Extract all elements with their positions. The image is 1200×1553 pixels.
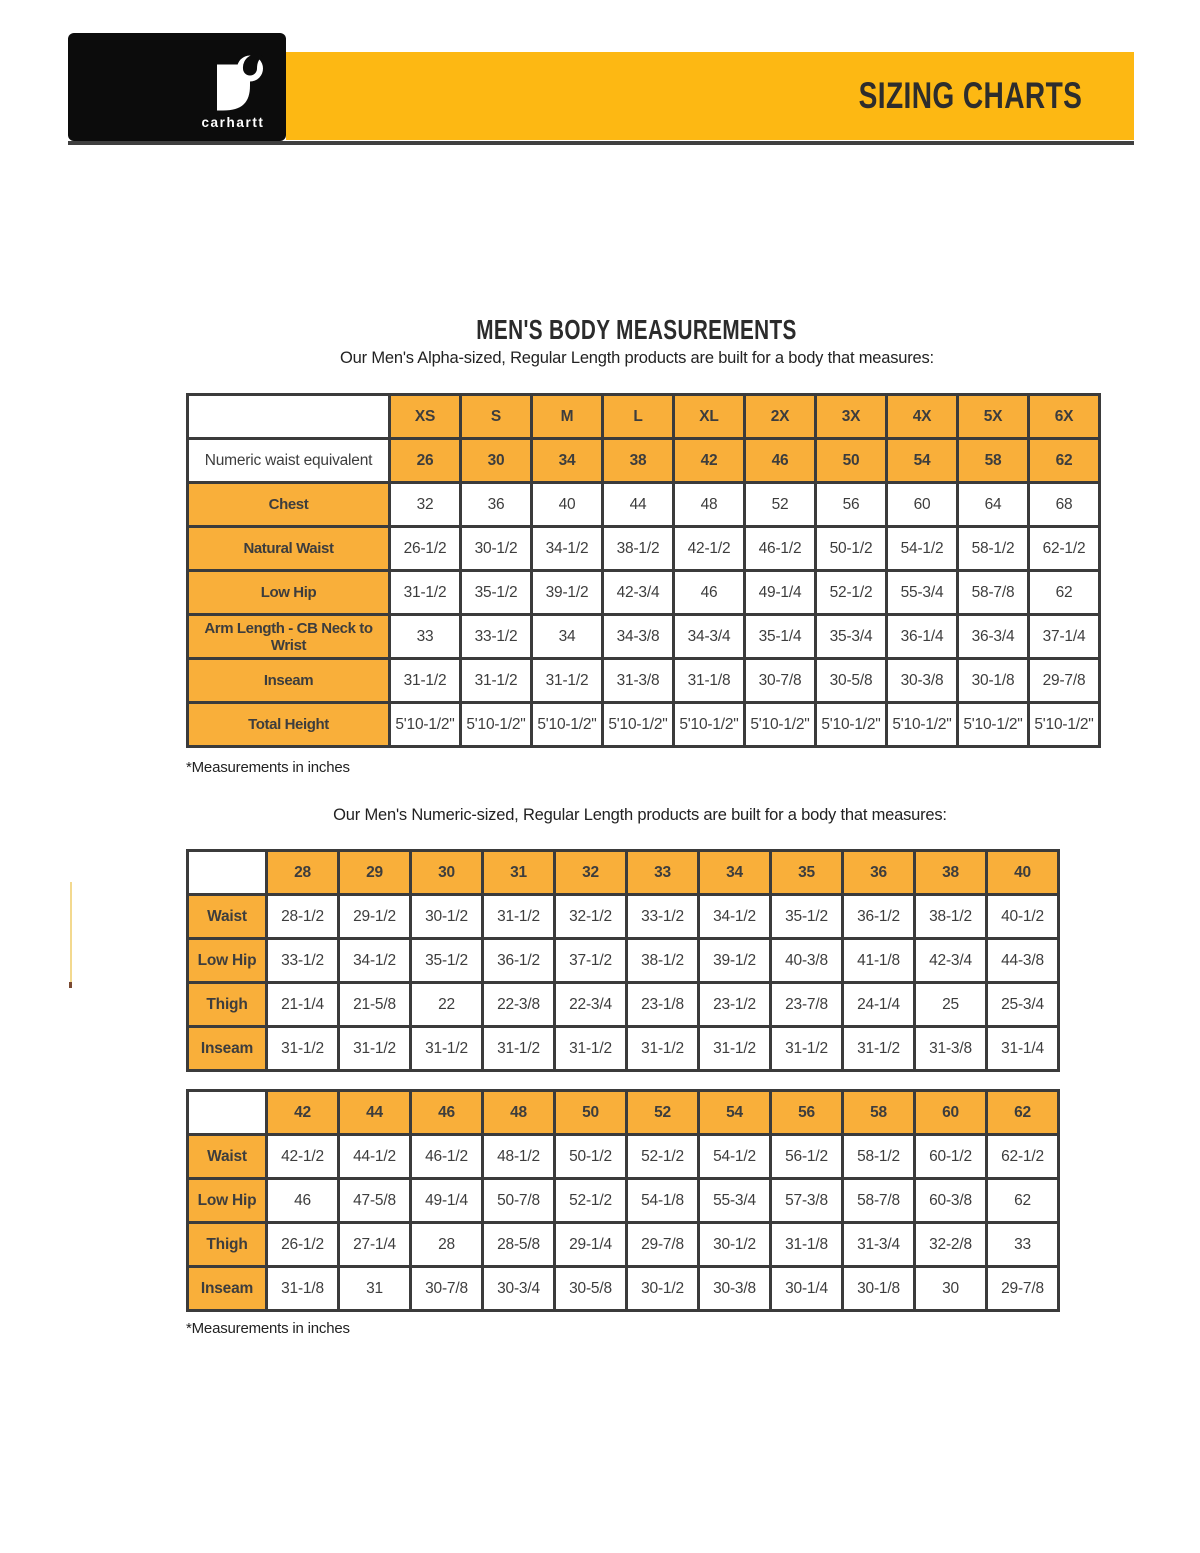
value-cell: 62 bbox=[1029, 439, 1100, 483]
value-cell: 36 bbox=[461, 483, 532, 527]
value-cell: 30-7/8 bbox=[411, 1267, 483, 1311]
value-cell: 40-3/8 bbox=[771, 939, 843, 983]
value-cell: 5'10-1/2" bbox=[532, 703, 603, 747]
size-header-cell: 30 bbox=[411, 851, 483, 895]
value-cell: 58-1/2 bbox=[843, 1135, 915, 1179]
carhartt-logo-box bbox=[68, 33, 286, 141]
value-cell: 29-1/2 bbox=[339, 895, 411, 939]
value-cell: 54-1/8 bbox=[627, 1179, 699, 1223]
sizing-table bbox=[186, 849, 1060, 1072]
value-cell: 50 bbox=[816, 439, 887, 483]
value-cell: 31-1/2 bbox=[461, 659, 532, 703]
size-header-cell: 4X bbox=[887, 395, 958, 439]
value-cell: 62 bbox=[1029, 571, 1100, 615]
carhartt-wordmark: carhartt bbox=[201, 115, 265, 130]
value-cell: 5'10-1/2" bbox=[958, 703, 1029, 747]
value-cell: 44-3/8 bbox=[987, 939, 1059, 983]
value-cell: 37-1/4 bbox=[1029, 615, 1100, 659]
value-cell: 31-1/2 bbox=[339, 1027, 411, 1071]
value-cell: 5'10-1/2" bbox=[461, 703, 532, 747]
size-header-cell: XS bbox=[390, 395, 461, 439]
size-header-cell: 35 bbox=[771, 851, 843, 895]
size-header-cell: M bbox=[532, 395, 603, 439]
value-cell: 38 bbox=[603, 439, 674, 483]
value-cell: 23-1/2 bbox=[699, 983, 771, 1027]
value-cell: 31-1/2 bbox=[627, 1027, 699, 1071]
value-cell: 52-1/2 bbox=[816, 571, 887, 615]
value-cell: 35-1/2 bbox=[461, 571, 532, 615]
value-cell: 36-1/2 bbox=[483, 939, 555, 983]
value-cell: 30-5/8 bbox=[555, 1267, 627, 1311]
value-cell: 48-1/2 bbox=[483, 1135, 555, 1179]
value-cell: 31-3/8 bbox=[603, 659, 674, 703]
row-label-cell: Low Hip bbox=[188, 571, 390, 615]
value-cell: 58 bbox=[958, 439, 1029, 483]
page-title: SIZING CHARTS bbox=[858, 75, 1082, 116]
value-cell: 33 bbox=[390, 615, 461, 659]
value-cell: 22-3/4 bbox=[555, 983, 627, 1027]
value-cell: 34 bbox=[532, 615, 603, 659]
value-cell: 62-1/2 bbox=[1029, 527, 1100, 571]
size-header-cell: 33 bbox=[627, 851, 699, 895]
value-cell: 30-1/8 bbox=[843, 1267, 915, 1311]
value-cell: 37-1/2 bbox=[555, 939, 627, 983]
value-cell: 31-1/4 bbox=[987, 1027, 1059, 1071]
value-cell: 57-3/8 bbox=[771, 1179, 843, 1223]
size-header-cell: 60 bbox=[915, 1091, 987, 1135]
value-cell: 55-3/4 bbox=[699, 1179, 771, 1223]
value-cell: 52 bbox=[745, 483, 816, 527]
size-header-cell: 6X bbox=[1029, 395, 1100, 439]
value-cell: 31-1/8 bbox=[267, 1267, 339, 1311]
value-cell: 58-7/8 bbox=[958, 571, 1029, 615]
value-cell: 5'10-1/2" bbox=[887, 703, 958, 747]
value-cell: 31-1/8 bbox=[674, 659, 745, 703]
row-label-cell: Low Hip bbox=[188, 1179, 267, 1223]
value-cell: 54 bbox=[887, 439, 958, 483]
value-cell: 62 bbox=[987, 1179, 1059, 1223]
value-cell: 5'10-1/2" bbox=[816, 703, 887, 747]
row-label-cell: Natural Waist bbox=[188, 527, 390, 571]
value-cell: 50-1/2 bbox=[816, 527, 887, 571]
size-header-cell: 38 bbox=[915, 851, 987, 895]
value-cell: 42-3/4 bbox=[915, 939, 987, 983]
value-cell: 30-1/4 bbox=[771, 1267, 843, 1311]
size-header-cell: 50 bbox=[555, 1091, 627, 1135]
value-cell: 35-1/2 bbox=[411, 939, 483, 983]
size-header-cell: 2X bbox=[745, 395, 816, 439]
value-cell: 35-1/4 bbox=[745, 615, 816, 659]
value-cell: 36-1/4 bbox=[887, 615, 958, 659]
value-cell: 26-1/2 bbox=[390, 527, 461, 571]
value-cell: 39-1/2 bbox=[532, 571, 603, 615]
value-cell: 44 bbox=[603, 483, 674, 527]
size-header-cell: 58 bbox=[843, 1091, 915, 1135]
value-cell: 44-1/2 bbox=[339, 1135, 411, 1179]
sizing-table bbox=[186, 1089, 1060, 1312]
value-cell: 23-1/8 bbox=[627, 983, 699, 1027]
value-cell: 33-1/2 bbox=[461, 615, 532, 659]
value-cell: 49-1/4 bbox=[411, 1179, 483, 1223]
value-cell: 5'10-1/2" bbox=[1029, 703, 1100, 747]
value-cell: 64 bbox=[958, 483, 1029, 527]
row-label-cell: Low Hip bbox=[188, 939, 267, 983]
value-cell: 31-1/2 bbox=[843, 1027, 915, 1071]
row-label-cell: Waist bbox=[188, 1135, 267, 1179]
scan-artifact-tip bbox=[69, 982, 72, 988]
numeric-intro-text: Our Men's Numeric-sized, Regular Length products are built for a body that measures: bbox=[333, 806, 947, 824]
value-cell: 54-1/2 bbox=[699, 1135, 771, 1179]
size-header-cell: 48 bbox=[483, 1091, 555, 1135]
size-header-cell: 52 bbox=[627, 1091, 699, 1135]
value-cell: 38-1/2 bbox=[915, 895, 987, 939]
value-cell: 31-1/2 bbox=[390, 659, 461, 703]
value-cell: 46 bbox=[267, 1179, 339, 1223]
value-cell: 27-1/4 bbox=[339, 1223, 411, 1267]
size-header-cell: L bbox=[603, 395, 674, 439]
row-label-cell: Thigh bbox=[188, 983, 267, 1027]
mens-numeric-size-table-large bbox=[186, 1089, 1060, 1312]
value-cell: 39-1/2 bbox=[699, 939, 771, 983]
value-cell: 32 bbox=[390, 483, 461, 527]
section-title-wrap bbox=[40, 314, 1200, 346]
value-cell: 48 bbox=[674, 483, 745, 527]
value-cell: 56-1/2 bbox=[771, 1135, 843, 1179]
value-cell: 36-3/4 bbox=[958, 615, 1029, 659]
value-cell: 34-3/8 bbox=[603, 615, 674, 659]
banner-underline bbox=[68, 141, 1134, 145]
size-header-cell: 54 bbox=[699, 1091, 771, 1135]
size-header-cell: 42 bbox=[267, 1091, 339, 1135]
value-cell: 52-1/2 bbox=[627, 1135, 699, 1179]
section-title: MEN'S BODY MEASUREMENTS bbox=[476, 314, 798, 345]
value-cell: 28-5/8 bbox=[483, 1223, 555, 1267]
value-cell: 42-3/4 bbox=[603, 571, 674, 615]
size-header-cell: 56 bbox=[771, 1091, 843, 1135]
mens-alpha-size-table bbox=[186, 393, 1101, 748]
size-header-cell: 62 bbox=[987, 1091, 1059, 1135]
value-cell: 62-1/2 bbox=[987, 1135, 1059, 1179]
value-cell: 22-3/8 bbox=[483, 983, 555, 1027]
size-header-cell: 36 bbox=[843, 851, 915, 895]
size-header-cell: 44 bbox=[339, 1091, 411, 1135]
row-label-cell: Inseam bbox=[188, 1267, 267, 1311]
value-cell: 50-7/8 bbox=[483, 1179, 555, 1223]
value-cell: 50-1/2 bbox=[555, 1135, 627, 1179]
value-cell: 49-1/4 bbox=[745, 571, 816, 615]
size-header-cell: 29 bbox=[339, 851, 411, 895]
value-cell: 36-1/2 bbox=[843, 895, 915, 939]
value-cell: 31-1/2 bbox=[532, 659, 603, 703]
value-cell: 5'10-1/2" bbox=[674, 703, 745, 747]
value-cell: 46-1/2 bbox=[411, 1135, 483, 1179]
value-cell: 30-1/2 bbox=[699, 1223, 771, 1267]
value-cell: 26 bbox=[390, 439, 461, 483]
row-label-cell: Inseam bbox=[188, 659, 390, 703]
value-cell: 32-2/8 bbox=[915, 1223, 987, 1267]
value-cell: 31-3/8 bbox=[915, 1027, 987, 1071]
value-cell: 5'10-1/2" bbox=[390, 703, 461, 747]
value-cell: 42 bbox=[674, 439, 745, 483]
value-cell: 30-1/2 bbox=[411, 895, 483, 939]
size-header-cell: 46 bbox=[411, 1091, 483, 1135]
value-cell: 55-3/4 bbox=[887, 571, 958, 615]
value-cell: 56 bbox=[816, 483, 887, 527]
sizing-table bbox=[186, 393, 1101, 748]
value-cell: 46 bbox=[745, 439, 816, 483]
value-cell: 30 bbox=[915, 1267, 987, 1311]
value-cell: 34-1/2 bbox=[699, 895, 771, 939]
size-header-cell: 5X bbox=[958, 395, 1029, 439]
row-label-cell: Thigh bbox=[188, 1223, 267, 1267]
size-header-cell: 28 bbox=[267, 851, 339, 895]
scan-artifact-line bbox=[70, 882, 72, 982]
value-cell: 30 bbox=[461, 439, 532, 483]
value-cell: 40-1/2 bbox=[987, 895, 1059, 939]
carhartt-c-icon bbox=[217, 55, 263, 111]
value-cell: 31-1/2 bbox=[267, 1027, 339, 1071]
value-cell: 30-3/8 bbox=[887, 659, 958, 703]
value-cell: 31-1/2 bbox=[390, 571, 461, 615]
value-cell: 58-7/8 bbox=[843, 1179, 915, 1223]
value-cell: 25 bbox=[915, 983, 987, 1027]
size-header-cell: 32 bbox=[555, 851, 627, 895]
value-cell: 31 bbox=[339, 1267, 411, 1311]
row-label-cell: Chest bbox=[188, 483, 390, 527]
value-cell: 31-1/8 bbox=[771, 1223, 843, 1267]
value-cell: 54-1/2 bbox=[887, 527, 958, 571]
value-cell: 42-1/2 bbox=[674, 527, 745, 571]
value-cell: 34 bbox=[532, 439, 603, 483]
numeric-footnote: *Measurements in inches bbox=[186, 1320, 350, 1337]
value-cell: 47-5/8 bbox=[339, 1179, 411, 1223]
value-cell: 46 bbox=[674, 571, 745, 615]
value-cell: 31-1/2 bbox=[771, 1027, 843, 1071]
corner-cell bbox=[188, 395, 390, 439]
value-cell: 30-7/8 bbox=[745, 659, 816, 703]
value-cell: 31-1/2 bbox=[555, 1027, 627, 1071]
value-cell: 33-1/2 bbox=[627, 895, 699, 939]
value-cell: 30-1/8 bbox=[958, 659, 1029, 703]
value-cell: 41-1/8 bbox=[843, 939, 915, 983]
size-header-cell: 40 bbox=[987, 851, 1059, 895]
row-label-cell: Inseam bbox=[188, 1027, 267, 1071]
value-cell: 31-1/2 bbox=[483, 895, 555, 939]
value-cell: 35-3/4 bbox=[816, 615, 887, 659]
value-cell: 29-1/4 bbox=[555, 1223, 627, 1267]
value-cell: 60-1/2 bbox=[915, 1135, 987, 1179]
value-cell: 34-3/4 bbox=[674, 615, 745, 659]
mens-numeric-size-table-small bbox=[186, 849, 1060, 1072]
value-cell: 38-1/2 bbox=[603, 527, 674, 571]
row-label-cell: Numeric waist equivalent bbox=[188, 439, 390, 483]
value-cell: 46-1/2 bbox=[745, 527, 816, 571]
value-cell: 30-1/2 bbox=[461, 527, 532, 571]
value-cell: 28 bbox=[411, 1223, 483, 1267]
alpha-intro-text: Our Men's Alpha-sized, Regular Length products are built for a body that measures: bbox=[340, 349, 934, 367]
value-cell: 58-1/2 bbox=[958, 527, 1029, 571]
value-cell: 33-1/2 bbox=[267, 939, 339, 983]
value-cell: 31-1/2 bbox=[483, 1027, 555, 1071]
value-cell: 5'10-1/2" bbox=[603, 703, 674, 747]
value-cell: 68 bbox=[1029, 483, 1100, 527]
alpha-footnote: *Measurements in inches bbox=[186, 759, 350, 776]
value-cell: 60 bbox=[887, 483, 958, 527]
row-label-cell: Waist bbox=[188, 895, 267, 939]
value-cell: 31-1/2 bbox=[699, 1027, 771, 1071]
value-cell: 30-5/8 bbox=[816, 659, 887, 703]
value-cell: 42-1/2 bbox=[267, 1135, 339, 1179]
value-cell: 32-1/2 bbox=[555, 895, 627, 939]
value-cell: 30-3/8 bbox=[699, 1267, 771, 1311]
value-cell: 29-7/8 bbox=[987, 1267, 1059, 1311]
value-cell: 31-1/2 bbox=[411, 1027, 483, 1071]
value-cell: 35-1/2 bbox=[771, 895, 843, 939]
size-header-cell: 34 bbox=[699, 851, 771, 895]
value-cell: 40 bbox=[532, 483, 603, 527]
value-cell: 5'10-1/2" bbox=[745, 703, 816, 747]
size-header-cell: 3X bbox=[816, 395, 887, 439]
row-label-cell: Total Height bbox=[188, 703, 390, 747]
value-cell: 30-1/2 bbox=[627, 1267, 699, 1311]
value-cell: 25-3/4 bbox=[987, 983, 1059, 1027]
size-header-cell: S bbox=[461, 395, 532, 439]
value-cell: 28-1/2 bbox=[267, 895, 339, 939]
corner-cell bbox=[188, 1091, 267, 1135]
corner-cell bbox=[188, 851, 267, 895]
value-cell: 29-7/8 bbox=[627, 1223, 699, 1267]
value-cell: 52-1/2 bbox=[555, 1179, 627, 1223]
value-cell: 31-3/4 bbox=[843, 1223, 915, 1267]
value-cell: 33 bbox=[987, 1223, 1059, 1267]
value-cell: 22 bbox=[411, 983, 483, 1027]
value-cell: 34-1/2 bbox=[532, 527, 603, 571]
value-cell: 38-1/2 bbox=[627, 939, 699, 983]
value-cell: 29-7/8 bbox=[1029, 659, 1100, 703]
value-cell: 26-1/2 bbox=[267, 1223, 339, 1267]
value-cell: 34-1/2 bbox=[339, 939, 411, 983]
header-banner bbox=[286, 52, 1134, 140]
size-header-cell: XL bbox=[674, 395, 745, 439]
row-label-cell: Arm Length - CB Neck to Wrist bbox=[188, 615, 390, 659]
size-header-cell: 31 bbox=[483, 851, 555, 895]
value-cell: 21-1/4 bbox=[267, 983, 339, 1027]
value-cell: 24-1/4 bbox=[843, 983, 915, 1027]
value-cell: 23-7/8 bbox=[771, 983, 843, 1027]
value-cell: 60-3/8 bbox=[915, 1179, 987, 1223]
value-cell: 30-3/4 bbox=[483, 1267, 555, 1311]
value-cell: 21-5/8 bbox=[339, 983, 411, 1027]
